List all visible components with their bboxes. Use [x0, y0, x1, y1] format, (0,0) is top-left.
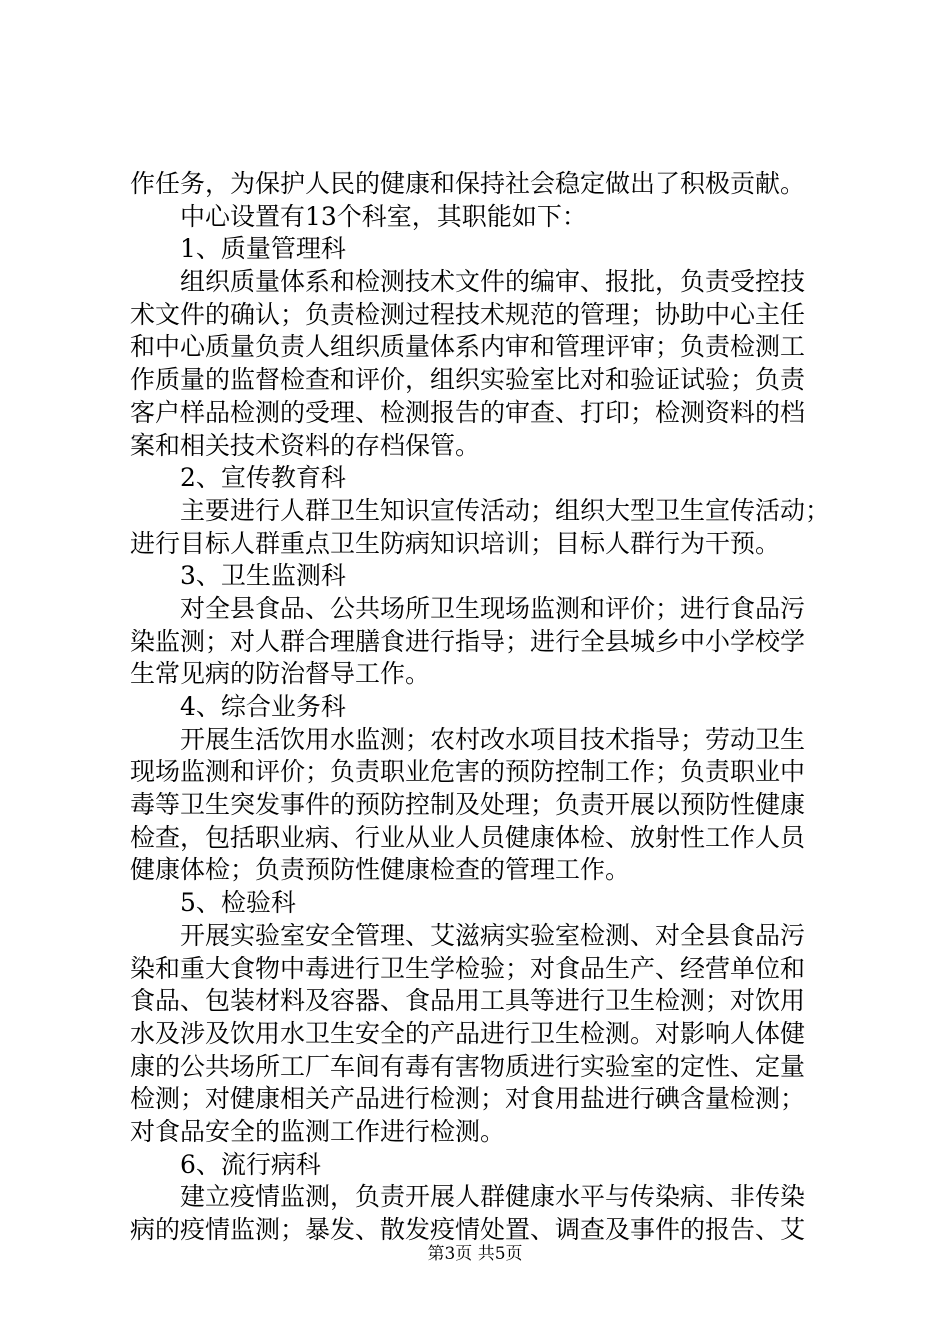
- text-line: 案和相关技术资料的存档保管。: [130, 430, 481, 460]
- text-line: 现场监测和评价；负责职业危害的预防控制工作；负责职业中: [130, 757, 806, 787]
- text-line: 水及涉及饮用水卫生安全的产品进行卫生检测。对影响人体健: [130, 1018, 806, 1048]
- text-line: 染和重大食物中毒进行卫生学检验；对食品生产、经营单位和: [130, 953, 806, 983]
- text-line: 检测；对健康相关产品进行检测；对食用盐进行碘含量检测；: [130, 1084, 806, 1114]
- text-line: 主要进行人群卫生知识宣传活动；组织大型卫生宣传活动；: [180, 495, 831, 525]
- text-line: 对食品安全的监测工作进行检测。: [130, 1116, 506, 1146]
- text-line: 1、质量管理科: [180, 234, 346, 264]
- text-line: 对全县食品、公共场所卫生现场监测和评价；进行食品污: [180, 593, 806, 623]
- text-line: 作质量的监督检查和评价，组织实验室比对和验证试验；负责: [130, 365, 806, 395]
- text-line: 健康体检；负责预防性健康检查的管理工作。: [130, 855, 631, 885]
- text-line: 组织质量体系和检测技术文件的编审、报批，负责受控技: [180, 267, 806, 297]
- text-line: 染监测；对人群合理膳食进行指导；进行全县城乡中小学校学: [130, 626, 806, 656]
- text-line: 作任务，为保护人民的健康和保持社会稳定做出了积极贡献。: [130, 169, 806, 198]
- text-line: 4、综合业务科: [180, 692, 346, 721]
- text-line: 3、卫生监测科: [180, 561, 346, 591]
- document-body: [130, 168, 835, 1247]
- text-line: 病的疫情监测；暴发、散发疫情处置、调查及事件的报告、艾: [130, 1215, 806, 1244]
- text-line: 2、宣传教育科: [180, 463, 346, 493]
- text-line: 中心设置有13个科室，其职能如下：: [180, 201, 587, 231]
- text-line: 和中心质量负责人组织质量体系内审和管理评审；负责检测工: [130, 332, 806, 362]
- text-line: 术文件的确认；负责检测过程技术规范的管理；协助中心主任: [130, 299, 806, 329]
- text-line: 毒等卫生突发事件的预防控制及处理；负责开展以预防性健康: [130, 790, 806, 820]
- text-line: 6、流行病科: [180, 1149, 321, 1179]
- text-line: 检查，包括职业病、行业从业人员健康体检、放射性工作人员: [130, 822, 806, 852]
- text-line: 生常见病的防治督导工作。: [130, 659, 431, 689]
- page-footer: 第3页 共5页: [427, 1244, 523, 1264]
- text-line: 5、检验科: [180, 888, 296, 918]
- text-line: 开展生活饮用水监测；农村改水项目技术指导；劳动卫生: [180, 724, 806, 754]
- text-line: 开展实验室安全管理、艾滋病实验室检测、对全县食品污: [180, 920, 806, 950]
- text-line: 建立疫情监测，负责开展人群健康水平与传染病、非传染: [180, 1182, 806, 1212]
- text-line: 进行目标人群重点卫生防病知识培训；目标人群行为干预。: [130, 528, 781, 558]
- text-line: 康的公共场所工厂车间有毒有害物质进行实验室的定性、定量: [130, 1051, 806, 1081]
- text-line: 食品、包装材料及容器、食品用工具等进行卫生检测；对饮用: [130, 986, 806, 1016]
- text-line: 客户样品检测的受理、检测报告的审查、打印；检测资料的档: [130, 397, 806, 427]
